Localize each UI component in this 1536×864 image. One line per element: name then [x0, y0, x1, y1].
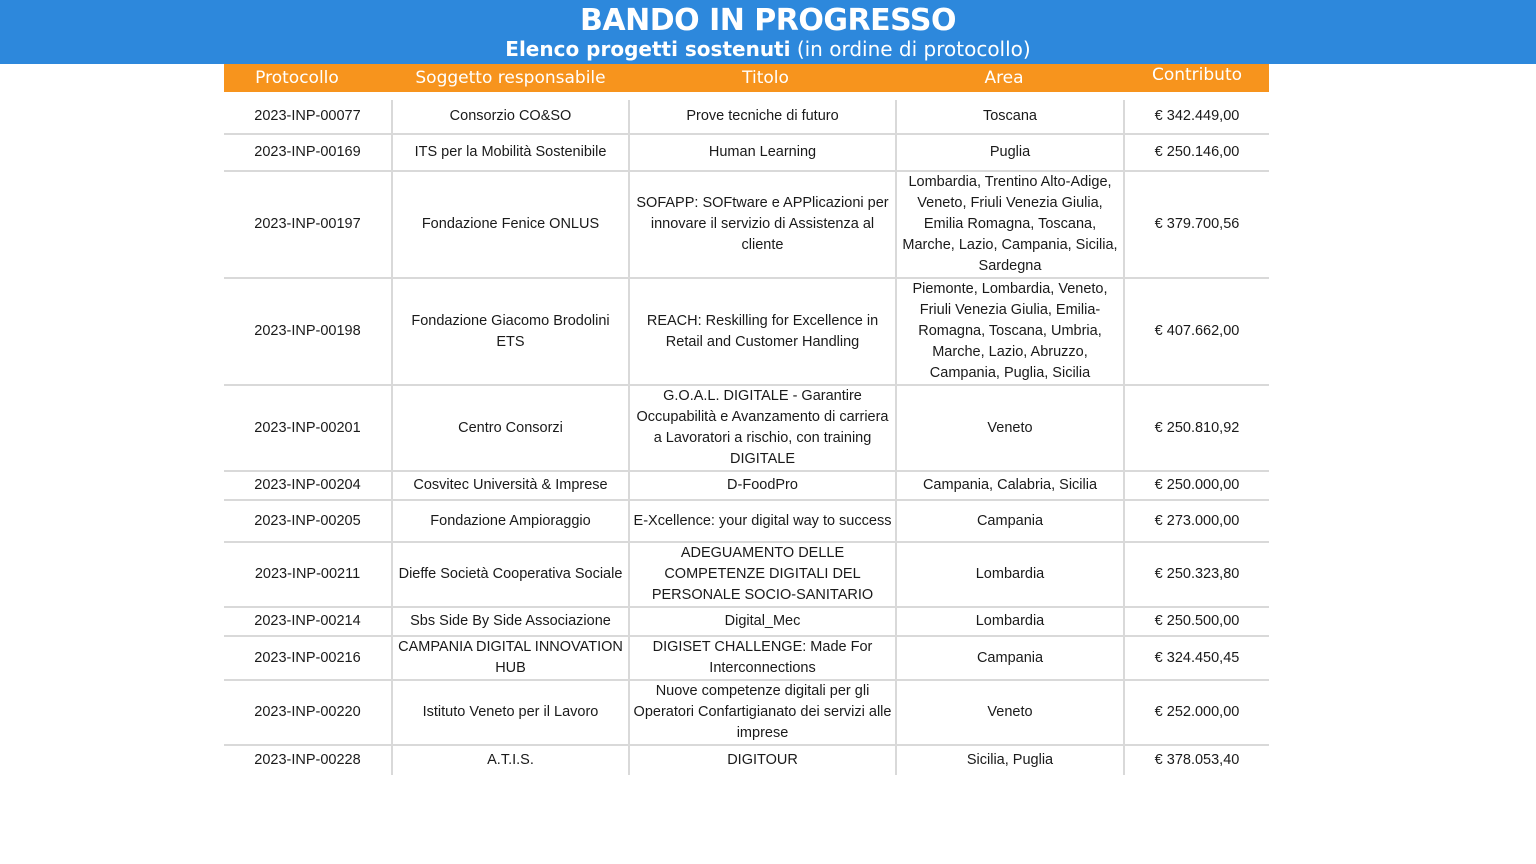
cell-contributo: € 250.323,80 [1124, 542, 1269, 607]
cell-protocollo: 2023-INP-00198 [224, 278, 392, 385]
table-row [224, 500, 1269, 542]
cell-area: Lombardia [896, 607, 1124, 636]
cell-contributo: € 250.146,00 [1124, 134, 1269, 171]
cell-titolo: D-FoodPro [629, 471, 896, 500]
table-row [224, 680, 1269, 745]
cell-contributo: € 407.662,00 [1124, 278, 1269, 385]
table-row [224, 100, 1269, 134]
table-row [224, 471, 1269, 500]
cell-contributo: € 378.053,40 [1124, 745, 1269, 775]
cell-area: Lombardia [896, 542, 1124, 607]
cell-area: Piemonte, Lombardia, Veneto, Friuli Venezia Giulia, Emilia-Romagna, Toscana, Umbria, Marche, Lazio, Abruzzo, Campania, Puglia, Sicilia [896, 278, 1124, 385]
cell-area: Campania [896, 636, 1124, 680]
table-header [224, 64, 1269, 92]
cell-protocollo: 2023-INP-00228 [254, 752, 361, 768]
cell-titolo: E-Xcellence: your digital way to success [629, 500, 896, 542]
table-row [224, 278, 1269, 385]
cell-titolo: REACH: Reskilling for Excellence in Retail and Customer Handling [629, 278, 896, 385]
cell-titolo: Human Learning [629, 134, 896, 171]
cell-soggetto: Fondazione Giacomo Brodolini ETS [392, 278, 629, 385]
cell-contributo: € 250.500,00 [1124, 607, 1269, 636]
header-contributo: Contributo [1151, 65, 1243, 85]
table-row [224, 134, 1269, 171]
cell-soggetto: Sbs Side By Side Associazione [392, 607, 629, 636]
cell-contributo: € 324.450,45 [1124, 636, 1269, 680]
cell-soggetto: ITS per la Mobilità Sostenibile [392, 134, 629, 171]
header-soggetto: Soggetto responsabile [415, 68, 606, 88]
cell-contributo: € 273.000,00 [1124, 500, 1269, 542]
cell-protocollo: 2023-INP-00220 [224, 680, 392, 745]
cell-protocollo: 2023-INP-00204 [224, 471, 392, 500]
header-titolo: Titolo [742, 68, 789, 88]
cell-area: Puglia [896, 134, 1124, 171]
table-row [224, 171, 1269, 278]
table-row [224, 745, 1269, 775]
cell-soggetto: Fondazione Fenice ONLUS [392, 171, 629, 278]
cell-soggetto: Dieffe Società Cooperativa Sociale [392, 542, 629, 607]
cell-titolo: G.O.A.L. DIGITALE - Garantire Occupabilità e Avanzamento di carriera a Lavoratori a rischio, con training DIGITALE [629, 385, 896, 471]
subtitle-rest: (in ordine di protocollo) [790, 37, 1031, 61]
table-row [224, 542, 1269, 607]
cell-titolo: ADEGUAMENTO DELLE COMPETENZE DIGITALI DEL PERSONALE SOCIO-SANITARIO [629, 542, 896, 607]
cell-soggetto: A.T.I.S. [392, 745, 629, 775]
cell-protocollo: 2023-INP-00205 [224, 500, 392, 542]
cell-area: Sicilia, Puglia [896, 745, 1124, 775]
cell-soggetto: Istituto Veneto per il Lavoro [392, 680, 629, 745]
cell-titolo: DIGITOUR [629, 745, 896, 775]
title-banner [0, 0, 1536, 64]
cell-protocollo: 2023-INP-00216 [224, 636, 392, 680]
cell-soggetto: Fondazione Ampioraggio [392, 500, 629, 542]
cell-contributo: € 250.810,92 [1124, 385, 1269, 471]
cell-area: Veneto [896, 680, 1124, 745]
cell-soggetto: Centro Consorzi [392, 385, 629, 471]
cell-contributo: € 342.449,00 [1124, 100, 1269, 134]
page-subtitle [0, 38, 1536, 60]
cell-soggetto: Cosvitec Università & Imprese [392, 471, 629, 500]
cell-titolo: Nuove competenze digitali per gli Operatori Confartigianato dei servizi alle imprese [629, 680, 896, 745]
table-body [224, 100, 1269, 775]
cell-titolo: DIGISET CHALLENGE: Made For Interconnections [629, 636, 896, 680]
cell-protocollo: 2023-INP-00214 [224, 607, 392, 636]
cell-soggetto: CAMPANIA DIGITAL INNOVATION HUB [392, 636, 629, 680]
projects-table [224, 100, 1269, 775]
cell-area: Campania [896, 500, 1124, 542]
cell-contributo: € 379.700,56 [1124, 171, 1269, 278]
cell-soggetto: Consorzio CO&SO [392, 100, 629, 134]
cell-protocollo: 2023-INP-00169 [224, 134, 392, 171]
cell-contributo: € 250.000,00 [1124, 471, 1269, 500]
header-area: Area [984, 68, 1024, 88]
table-row [224, 607, 1269, 636]
cell-titolo: SOFAPP: SOFtware e APPlicazioni per innovare il servizio di Assistenza al cliente [629, 171, 896, 278]
header-protocollo: Protocollo [255, 68, 339, 88]
cell-area: Lombardia, Trentino Alto-Adige, Veneto, Friuli Venezia Giulia, Emilia Romagna, Toscana, Marche, Lazio, Campania, Sicilia, Sardegna [896, 171, 1124, 278]
cell-protocollo: 2023-INP-00077 [224, 100, 392, 134]
table-row [224, 636, 1269, 680]
cell-area: Veneto [896, 385, 1124, 471]
cell-protocollo: 2023-INP-00201 [224, 385, 392, 471]
cell-titolo: Digital_Mec [629, 607, 896, 636]
cell-area: Campania, Calabria, Sicilia [896, 471, 1124, 500]
cell-protocollo: 2023-INP-00197 [224, 171, 392, 278]
cell-area: Toscana [896, 100, 1124, 134]
subtitle-bold: Elenco progetti sostenuti [505, 37, 791, 61]
cell-protocollo: 2023-INP-00211 [224, 542, 392, 607]
table-row [224, 385, 1269, 471]
cell-titolo: Prove tecniche di futuro [629, 100, 896, 134]
cell-contributo: € 252.000,00 [1124, 680, 1269, 745]
page-title: BANDO IN PROGRESSO [580, 3, 956, 38]
